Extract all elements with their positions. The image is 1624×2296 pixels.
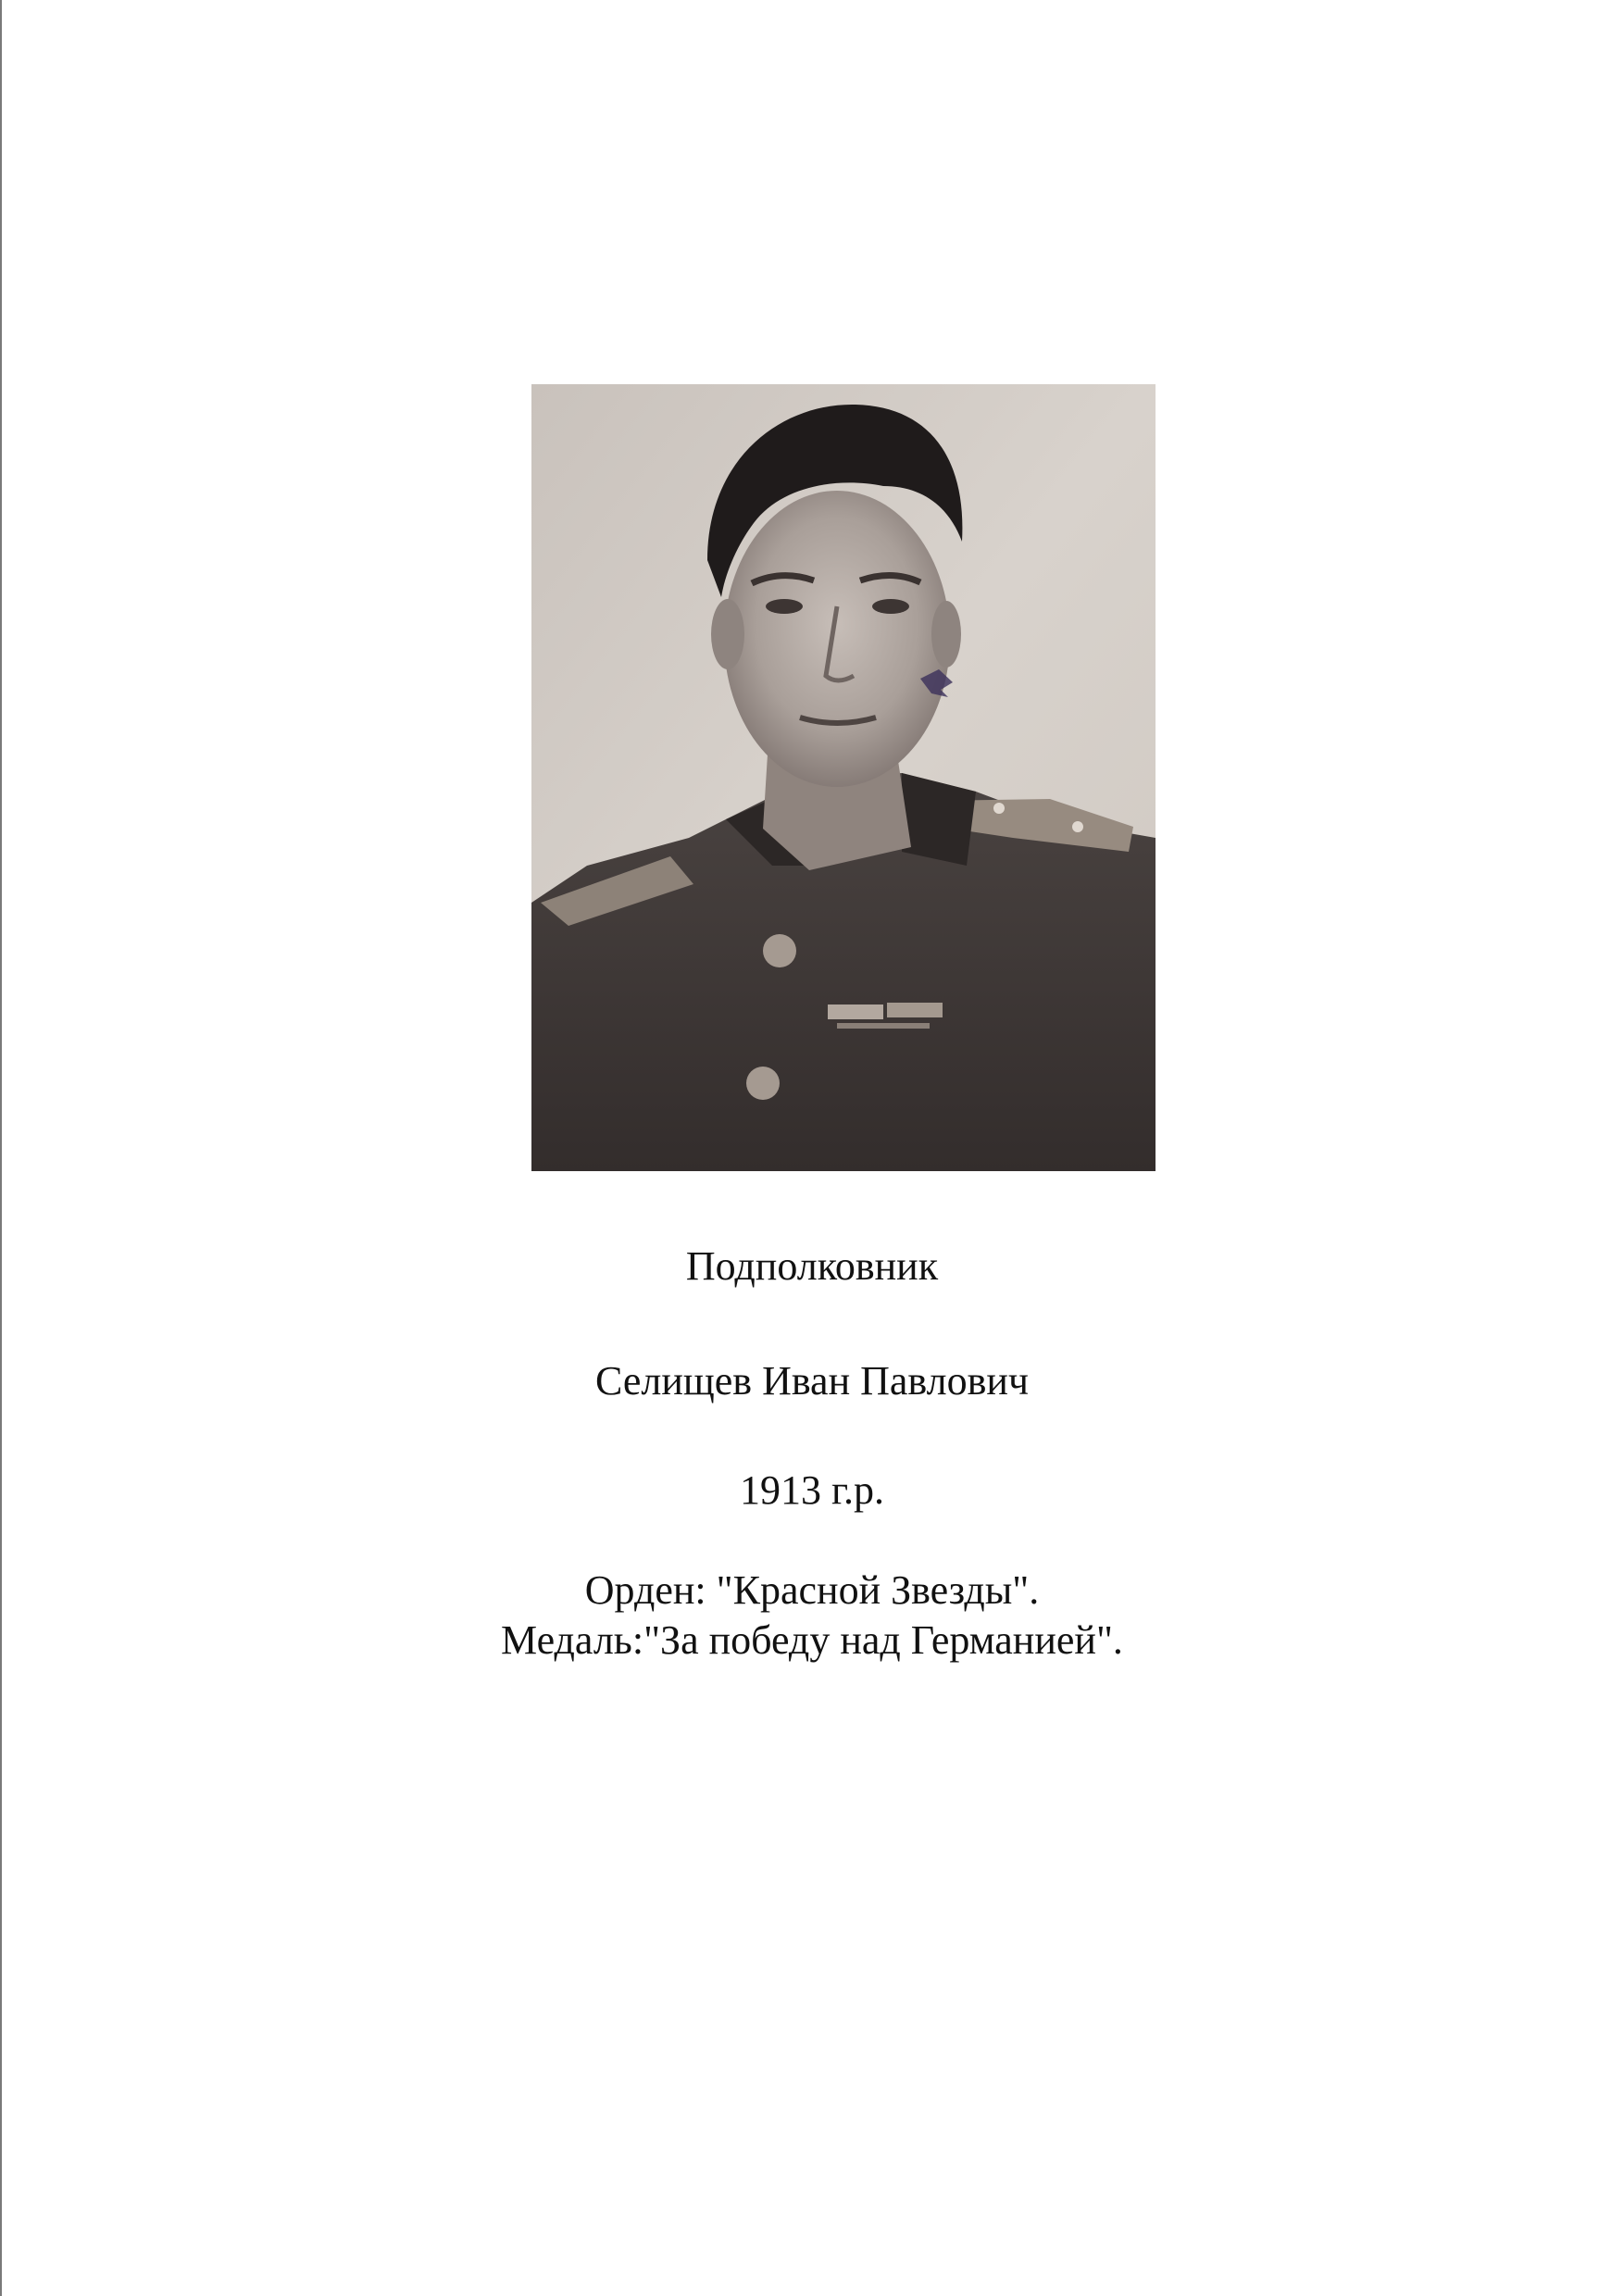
- portrait-photo: [531, 384, 1156, 1171]
- page-left-edge: [0, 0, 2, 2296]
- order-text: Орден: "Красной Звезды".: [584, 1567, 1040, 1613]
- birth-year-text: 1913 г.р.: [739, 1467, 885, 1513]
- rank-text: Подполковник: [685, 1243, 939, 1289]
- medal-text: Медаль:"За победу над Германией".: [501, 1617, 1123, 1663]
- awards-block: [0, 1566, 1624, 1666]
- portrait-photo-image: [531, 384, 1156, 1171]
- full-name-text: Селищев Иван Павлович: [594, 1358, 1030, 1404]
